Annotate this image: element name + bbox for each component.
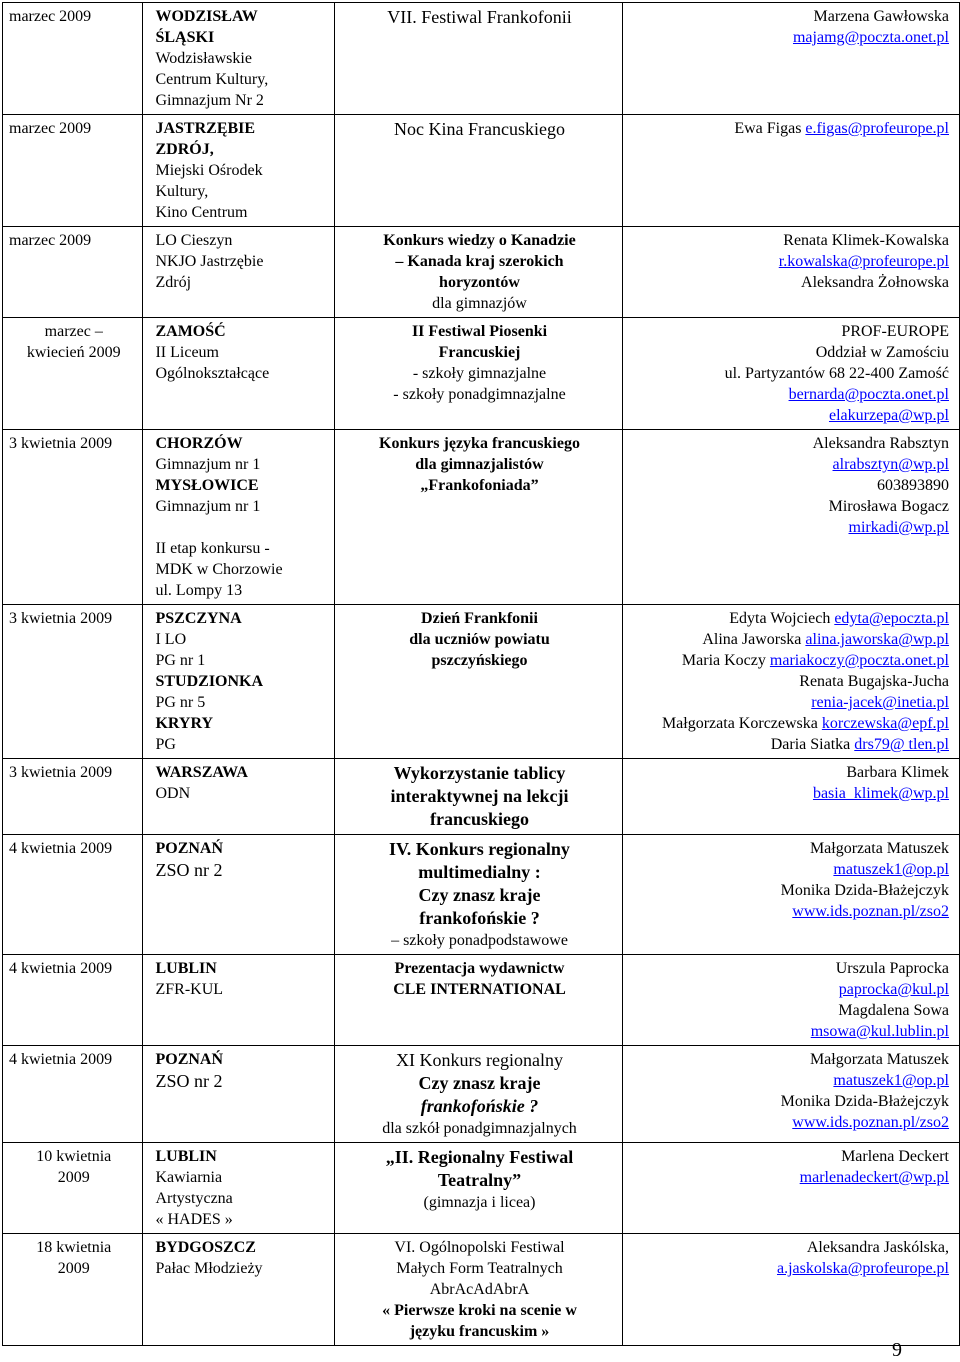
contact-line: Małgorzata Matuszek: [809, 1051, 949, 1068]
event-line: « Pierwsze kroki na scenie w: [382, 1302, 577, 1319]
date-text: 10 kwietnia: [36, 1148, 112, 1165]
event-line: francuskiego: [430, 809, 529, 829]
contact-cell: [622, 227, 959, 318]
event-line: pszczyńskiego: [431, 652, 528, 669]
email-link[interactable]: matuszek1@op.pl: [833, 861, 949, 878]
date-cell: [3, 1143, 143, 1234]
contact-cell: [622, 1234, 959, 1346]
event-line: Konkurs języka francuskiego: [379, 435, 580, 452]
venue-line: Pałac Młodzieży: [155, 1260, 263, 1277]
event-cell: [335, 227, 623, 318]
event-cell: [335, 318, 623, 430]
schedule-row: [3, 1234, 960, 1346]
venue-line: WODZISŁAW: [155, 8, 258, 25]
event-line: Francuskiej: [438, 344, 521, 361]
date-cell: [3, 759, 143, 835]
date-text: marzec 2009: [9, 232, 92, 249]
venue-line: II etap konkursu -: [155, 540, 270, 557]
event-line: - szkoły gimnazjalne: [412, 365, 547, 382]
contact-line: 603893890: [877, 477, 949, 494]
venue-line: II Liceum: [155, 344, 219, 361]
contact-line: Monika Dzida-Błażejczyk: [780, 882, 949, 899]
date-text: 4 kwietnia 2009: [9, 840, 113, 857]
contact-line: Monika Dzida-Błażejczyk: [780, 1093, 949, 1110]
contact-line: Barbara Klimek: [846, 764, 949, 781]
contact-cell: [622, 1143, 959, 1234]
event-line: frankofońskie ?: [420, 1096, 539, 1116]
email-link[interactable]: paprocka@kul.pl: [838, 981, 949, 998]
event-line: „II. Regionalny Festiwal: [385, 1147, 574, 1167]
venue-line: ZFR-KUL: [155, 981, 224, 998]
email-link[interactable]: alrabsztyn@wp.pl: [832, 456, 949, 473]
contact-line: Marlena Deckert: [841, 1148, 949, 1165]
contact-line: Urszula Paprocka: [835, 960, 949, 977]
schedule-row: [3, 227, 960, 318]
venue-line: POZNAŃ: [155, 1051, 224, 1068]
venue-cell: [143, 227, 335, 318]
contact-line: Aleksandra Jaskólska,: [806, 1239, 949, 1256]
event-line: - szkoły ponadgimnazjalne: [393, 386, 566, 403]
venue-line: Kino Centrum: [155, 204, 248, 221]
event-line: Czy znasz kraje: [418, 1073, 541, 1093]
email-link[interactable]: renia-jacek@inetia.pl: [811, 694, 949, 711]
venue-line: Kawiarnia: [155, 1169, 223, 1186]
contact-line: Małgorzata Korczewska korczewska@epf.pl: [661, 715, 949, 732]
date-cell: [3, 318, 143, 430]
event-line: horyzontów: [439, 274, 520, 291]
contact-line: Ewa Figas e.figas@profeurope.pl: [734, 120, 949, 137]
contact-cell: [622, 115, 959, 227]
venue-line: ZAMOŚĆ: [155, 323, 226, 340]
date-text: kwiecień 2009: [26, 344, 121, 361]
contact-line: Aleksandra Żołnowska: [801, 274, 949, 291]
venue-cell: [143, 3, 335, 115]
date-cell: [3, 115, 143, 227]
event-line: frankofońskie ?: [419, 908, 540, 928]
schedule-row: [3, 835, 960, 955]
email-link[interactable]: msowa@kul.lublin.pl: [810, 1023, 949, 1040]
date-cell: [3, 835, 143, 955]
venue-line: PG nr 1: [155, 652, 206, 669]
event-line: Noc Kina Francuskiego: [394, 119, 565, 139]
date-text: 3 kwietnia 2009: [9, 435, 113, 452]
contact-line: Małgorzata Matuszek: [809, 840, 949, 857]
email-link[interactable]: www.ids.poznan.pl/zso2: [792, 903, 949, 920]
event-line: IV. Konkurs regionalny: [389, 839, 570, 859]
date-cell: [3, 227, 143, 318]
email-link[interactable]: alina.jaworska@wp.pl: [805, 631, 949, 648]
event-line: języku francuskim »: [409, 1323, 550, 1340]
email-link[interactable]: matuszek1@op.pl: [833, 1072, 949, 1089]
event-line: Wykorzystanie tablicy: [393, 763, 566, 783]
date-text: 2009: [57, 1169, 90, 1186]
schedule-row: [3, 759, 960, 835]
email-link[interactable]: drs79@ tlen.pl: [854, 736, 949, 753]
venue-line: « HADES »: [155, 1211, 233, 1228]
venue-line: Zdrój: [155, 274, 192, 291]
contact-line: Daria Siatka drs79@ tlen.pl: [770, 736, 949, 753]
event-cell: [335, 1046, 623, 1143]
contact-cell: [622, 430, 959, 605]
venue-line: Gimnazjum Nr 2: [155, 92, 264, 109]
date-text: 2009: [57, 1260, 90, 1277]
venue-line: ODN: [155, 785, 191, 802]
event-line: Dzień Frankfonii: [421, 610, 538, 627]
schedule-row: [3, 1143, 960, 1234]
date-cell: [3, 605, 143, 759]
event-line: dla szkół ponadgimnazjalnych: [382, 1120, 577, 1137]
venue-line: Miejski Ośrodek: [155, 162, 263, 179]
venue-line: PG: [155, 736, 176, 753]
email-link[interactable]: mariakoczy@poczta.onet.pl: [769, 652, 949, 669]
event-line: dla uczniów powiatu: [409, 631, 550, 648]
event-cell: [335, 3, 623, 115]
event-cell: [335, 835, 623, 955]
date-text: marzec 2009: [9, 8, 92, 25]
venue-cell: [143, 115, 335, 227]
contact-cell: [622, 955, 959, 1046]
venue-line: ZSO nr 2: [155, 860, 223, 880]
event-line: CLE INTERNATIONAL: [393, 981, 566, 998]
venue-cell: [143, 835, 335, 955]
contact-line: Aleksandra Rabsztyn: [812, 435, 949, 452]
email-link[interactable]: www.ids.poznan.pl/zso2: [792, 1114, 949, 1131]
contact-line: ul. Partyzantów 68 22-400 Zamość: [724, 365, 949, 382]
venue-line: STUDZIONKA: [155, 673, 264, 690]
contact-line: Edyta Wojciech edyta@epoczta.pl: [729, 610, 949, 627]
contact-line: Maria Koczy mariakoczy@poczta.onet.pl: [681, 652, 949, 669]
contact-line: Oddział w Zamościu: [815, 344, 949, 361]
date-cell: [3, 955, 143, 1046]
event-cell: [335, 605, 623, 759]
contact-line: Alina Jaworska alina.jaworska@wp.pl: [702, 631, 949, 648]
contact-cell: [622, 3, 959, 115]
venue-line: ZSO nr 2: [155, 1071, 223, 1091]
event-cell: [335, 955, 623, 1046]
contact-cell: [622, 605, 959, 759]
event-line: dla gimnazjalistów: [415, 456, 544, 473]
venue-line: ŚLĄSKI: [155, 29, 215, 46]
event-line: II Festiwal Piosenki: [411, 323, 548, 340]
contact-line: Mirosława Bogacz: [828, 498, 949, 515]
event-line: interaktywnej na lekcji: [390, 786, 569, 806]
event-line: XI Konkurs regionalny: [396, 1050, 563, 1070]
venue-line: LUBLIN: [155, 1148, 217, 1165]
venue-line: LO Cieszyn: [155, 232, 233, 249]
event-cell: [335, 759, 623, 835]
venue-line: WARSZAWA: [155, 764, 248, 781]
venue-line: JASTRZĘBIE: [155, 120, 256, 137]
event-line: Teatralny”: [437, 1170, 522, 1190]
schedule-row: [3, 115, 960, 227]
contact-cell: [622, 1046, 959, 1143]
venue-line: Kultury,: [155, 183, 209, 200]
venue-cell: [143, 605, 335, 759]
contact-line: Renata Klimek-Kowalska: [783, 232, 949, 249]
email-link[interactable]: elakurzepa@wp.pl: [828, 407, 949, 424]
event-line: dla gimnazjów: [432, 295, 527, 312]
event-line: – Kanada kraj szerokich: [395, 253, 564, 270]
date-text: 4 kwietnia 2009: [9, 960, 113, 977]
venue-line: Wodzisławskie: [155, 50, 252, 67]
date-text: 4 kwietnia 2009: [9, 1051, 113, 1068]
date-text: 3 kwietnia 2009: [9, 610, 113, 627]
event-line: Czy znasz kraje: [418, 885, 541, 905]
schedule-row: [3, 318, 960, 430]
event-cell: [335, 1143, 623, 1234]
schedule-row: [3, 955, 960, 1046]
venue-line: NKJO Jastrzębie: [155, 253, 264, 270]
date-text: marzec –: [44, 323, 103, 340]
email-link[interactable]: basia_klimek@wp.pl: [812, 785, 949, 802]
date-text: 3 kwietnia 2009: [9, 764, 113, 781]
email-link[interactable]: r.kowalska@profeurope.pl: [778, 253, 949, 270]
venue-line: MDK w Chorzowie: [155, 561, 283, 578]
venue-line: BYDGOSZCZ: [155, 1239, 256, 1256]
schedule-row: [3, 3, 960, 115]
event-line: Prezentacja wydawnictw: [394, 960, 565, 977]
venue-line: LUBLIN: [155, 960, 217, 977]
schedule-row: [3, 430, 960, 605]
venue-line: Centrum Kultury,: [155, 71, 269, 88]
page-number: 9: [892, 1339, 902, 1361]
venue-line: PSZCZYNA: [155, 610, 242, 627]
venue-cell: [143, 955, 335, 1046]
event-line: Małych Form Teatralnych: [396, 1260, 563, 1277]
venue-line: Ogólnokształcące: [155, 365, 270, 382]
venue-cell: [143, 759, 335, 835]
venue-cell: [143, 1234, 335, 1346]
event-line: AbrAcAdAbrA: [429, 1281, 530, 1298]
contact-line: PROF-EUROPE: [841, 323, 949, 340]
contact-cell: [622, 759, 959, 835]
email-link[interactable]: majamg@poczta.onet.pl: [792, 29, 949, 46]
event-cell: [335, 1234, 623, 1346]
venue-cell: [143, 430, 335, 605]
venue-line: Gimnazjum nr 1: [155, 498, 261, 515]
date-cell: [3, 3, 143, 115]
schedule-row: [3, 1046, 960, 1143]
venue-line: MYSŁOWICE: [155, 477, 259, 494]
event-line: „Frankofoniada”: [420, 477, 539, 494]
venue-line: CHORZÓW: [155, 435, 243, 452]
event-line: (gimnazja i licea): [423, 1194, 536, 1211]
venue-cell: [143, 318, 335, 430]
schedule-row: [3, 605, 960, 759]
venue-line: I LO: [155, 631, 187, 648]
venue-line: Artystyczna: [155, 1190, 233, 1207]
venue-line: POZNAŃ: [155, 840, 224, 857]
event-cell: [335, 430, 623, 605]
email-link[interactable]: a.jaskolska@profeurope.pl: [776, 1260, 949, 1277]
email-link[interactable]: mirkadi@wp.pl: [848, 519, 949, 536]
venue-line: [155, 517, 330, 538]
venue-line: PG nr 5: [155, 694, 206, 711]
contact-line: Marzena Gawłowska: [813, 8, 949, 25]
event-line: VI. Ogólnopolski Festiwal: [394, 1239, 565, 1256]
schedule-body: [3, 3, 960, 1346]
email-link[interactable]: e.figas@profeurope.pl: [805, 120, 949, 137]
event-line: multimedialny :: [418, 862, 541, 882]
venue-cell: [143, 1046, 335, 1143]
contact-cell: [622, 835, 959, 955]
schedule-table: [2, 2, 960, 1346]
venue-line: ul. Lompy 13: [155, 582, 243, 599]
venue-line: ZDRÓJ,: [155, 141, 214, 158]
date-text: 18 kwietnia: [36, 1239, 112, 1256]
email-link[interactable]: korczewska@epf.pl: [821, 715, 949, 732]
email-link[interactable]: edyta@epoczta.pl: [834, 610, 949, 627]
venue-line: KRYRY: [155, 715, 214, 732]
contact-cell: [622, 318, 959, 430]
email-link[interactable]: marlenadeckert@wp.pl: [799, 1169, 949, 1186]
date-text: marzec 2009: [9, 120, 92, 137]
date-cell: [3, 1046, 143, 1143]
event-cell: [335, 115, 623, 227]
venue-line: Gimnazjum nr 1: [155, 456, 261, 473]
event-line: – szkoły ponadpodstawowe: [391, 932, 568, 949]
venue-cell: [143, 1143, 335, 1234]
contact-line: Renata Bugajska-Jucha: [799, 673, 949, 690]
date-cell: [3, 1234, 143, 1346]
event-line: VII. Festiwal Frankofonii: [387, 7, 572, 27]
email-link[interactable]: bernarda@poczta.onet.pl: [788, 386, 949, 403]
event-line: Konkurs wiedzy o Kanadzie: [383, 232, 576, 249]
contact-line: Magdalena Sowa: [838, 1002, 949, 1019]
date-cell: [3, 430, 143, 605]
